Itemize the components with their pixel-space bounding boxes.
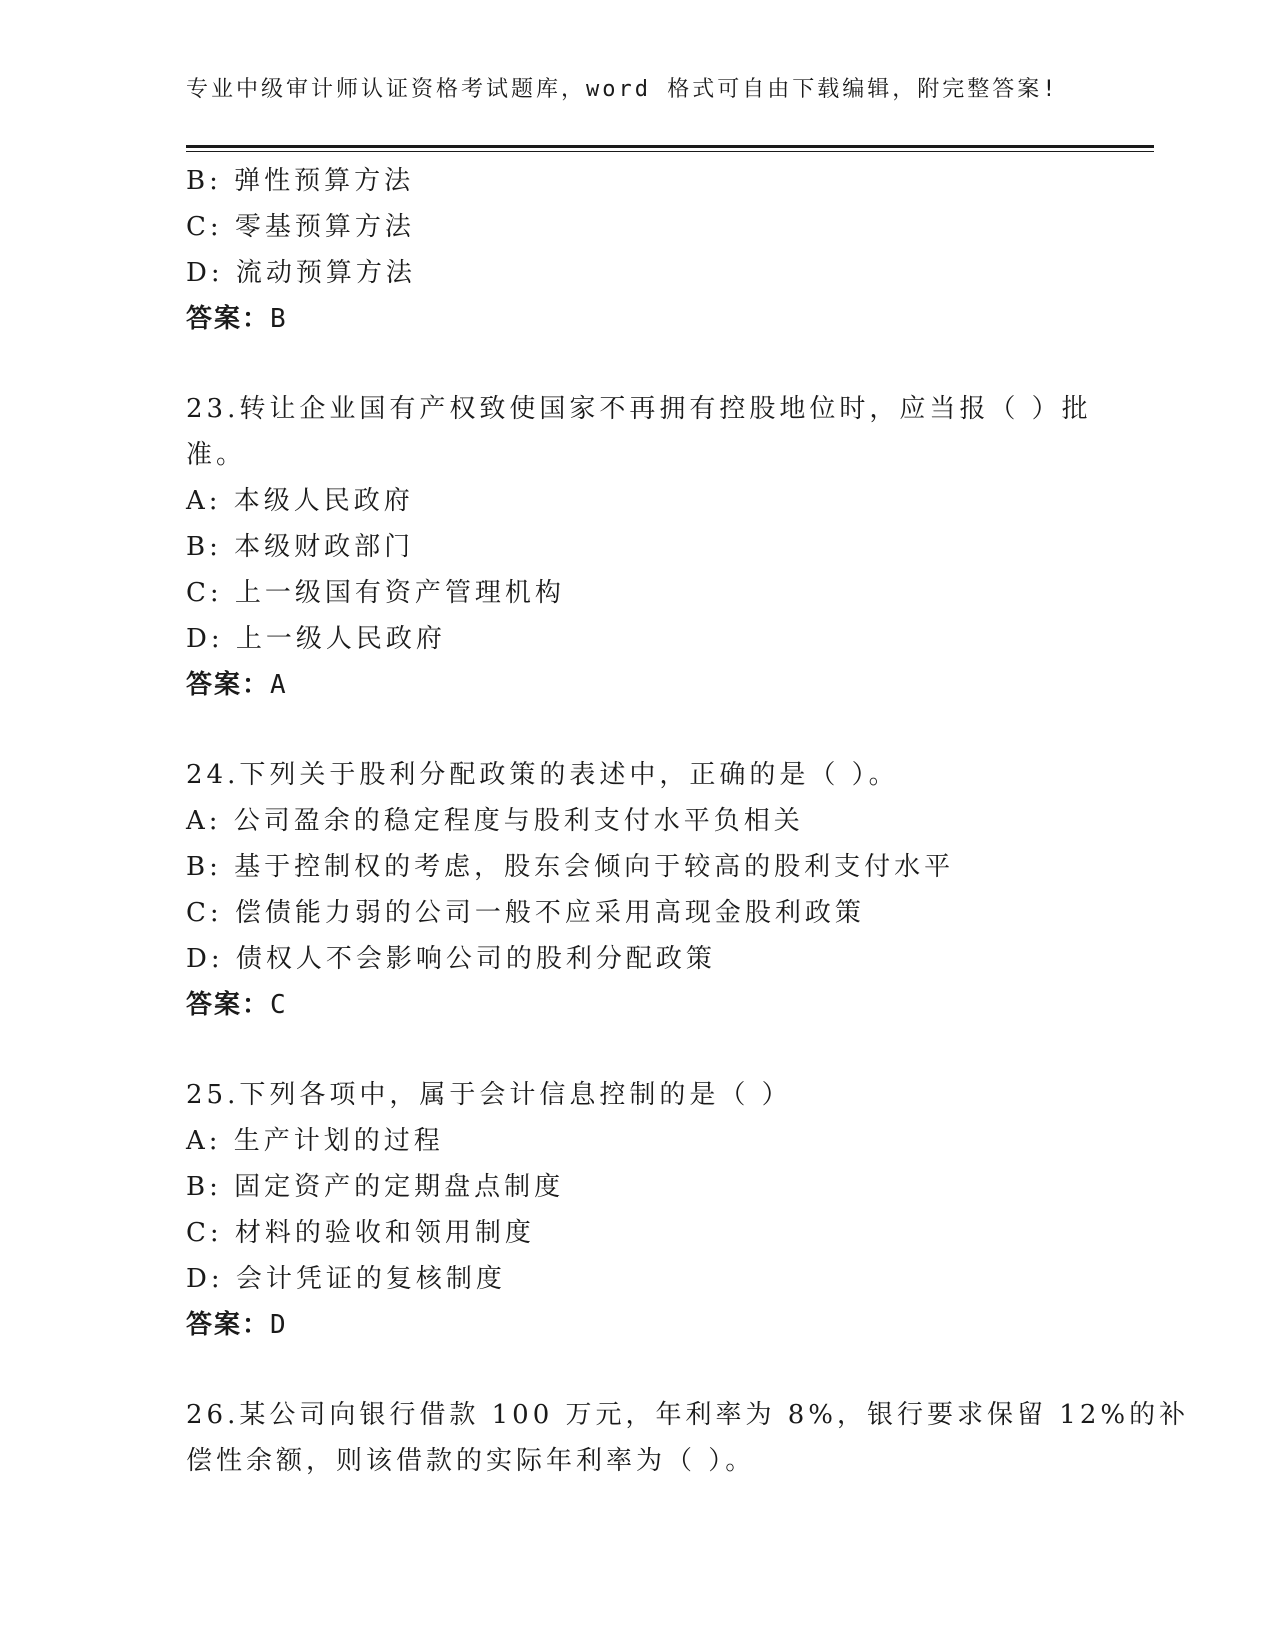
answer-line [186,1302,1086,1348]
page-header: 专业中级审计师认证资格考试题库，word 格式可自由下载编辑，附完整答案! [186,77,1059,102]
option-a: A: 生产计划的过程 [186,1126,444,1156]
answer-label: 答案： [186,670,271,700]
question-text: 23.转让企业国有产权致使国家不再拥有控股地位时，应当报（ ）批 [186,394,1092,424]
option-c: C: 材料的验收和领用制度 [186,1218,535,1248]
option-d: D: 流动预算方法 [186,258,416,288]
option-d: D: 会计凭证的复核制度 [186,1264,506,1294]
option-a: A: 本级人民政府 [186,486,414,516]
answer-label: 答案： [186,1310,271,1340]
header-rule-thin [186,151,1154,152]
question-26 [186,1392,1190,1484]
answer-value: D [270,1310,288,1340]
question-24 [186,752,1086,1028]
answer-line [186,982,1086,1028]
option-d: D: 上一级人民政府 [186,624,446,654]
question-25 [186,1072,1086,1348]
question-23 [186,386,1092,708]
question-text: 26.某公司向银行借款 100 万元，年利率为 8%，银行要求保留 12%的补 [186,1400,1190,1430]
option-b: B: 弹性预算方法 [186,166,415,196]
option-b: B: 本级财政部门 [186,532,415,562]
question-content [186,158,1190,1484]
question-text: 24.下列关于股利分配政策的表述中，正确的是（ ）。 [186,760,899,790]
question-text-cont: 准。 [186,440,247,470]
answer-line [186,296,1086,342]
question-22 [186,158,1086,342]
answer-value: A [270,670,288,700]
option-d: D: 债权人不会影响公司的股利分配政策 [186,944,716,974]
answer-label: 答案： [186,304,271,334]
option-c: C: 偿债能力弱的公司一般不应采用高现金股利政策 [186,898,865,928]
question-text-cont: 偿性余额，则该借款的实际年利率为（ ）。 [186,1446,756,1476]
option-c: C: 上一级国有资产管理机构 [186,578,565,608]
answer-value: B [270,304,288,334]
option-a: A: 公司盈余的稳定程度与股利支付水平负相关 [186,806,804,836]
answer-label: 答案： [186,990,271,1020]
answer-value: C [270,990,288,1020]
option-c: C: 零基预算方法 [186,212,415,242]
answer-line [186,662,1086,708]
header-rule-thick [186,145,1154,148]
question-text: 25.下列各项中，属于会计信息控制的是（ ） [186,1080,792,1110]
option-b: B: 固定资产的定期盘点制度 [186,1172,565,1202]
option-b: B: 基于控制权的考虑，股东会倾向于较高的股利支付水平 [186,852,955,882]
